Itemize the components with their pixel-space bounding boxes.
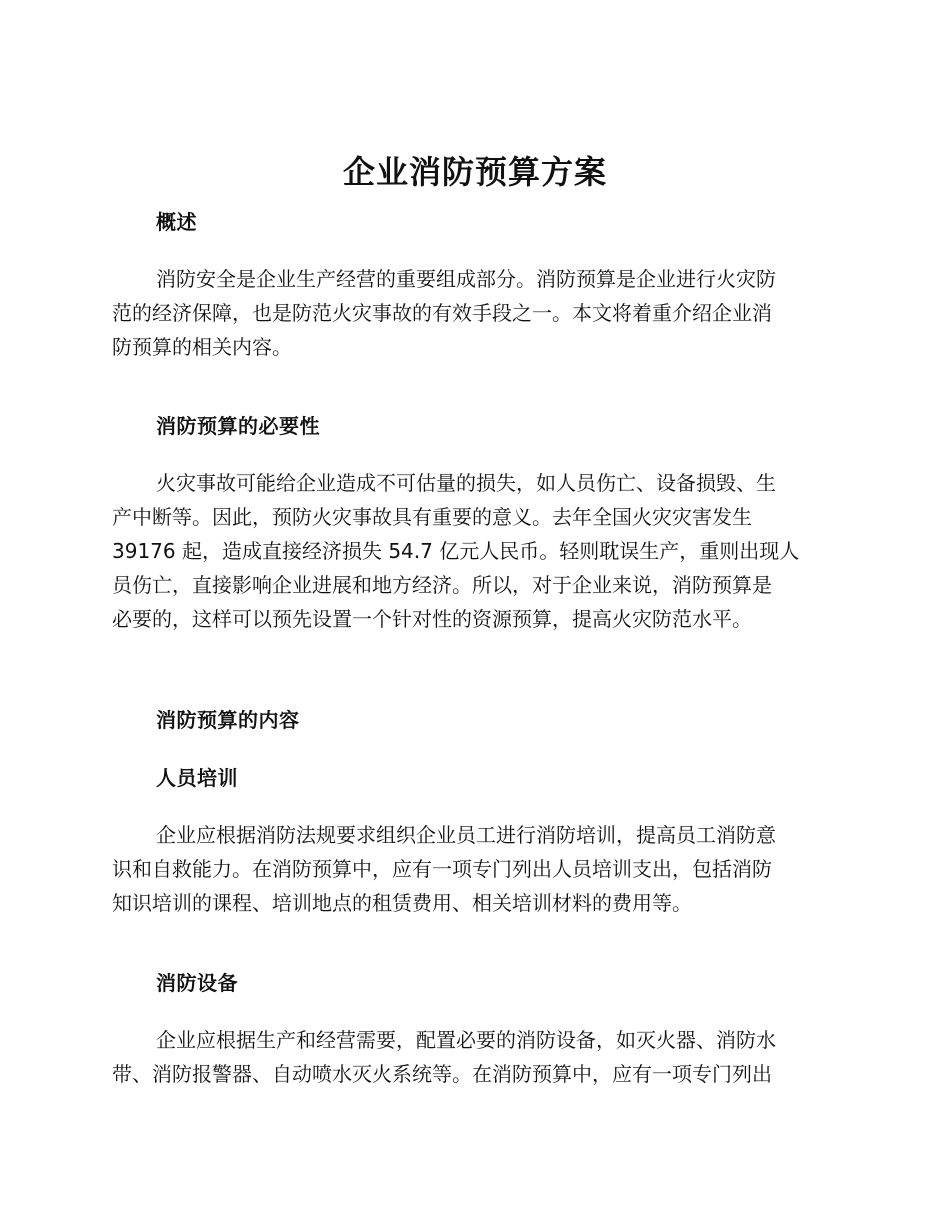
paragraph-line: 识和自救能力。在消防预算中，应有一项专门列出人员培训支出，包括消防 — [112, 857, 772, 881]
paragraph-line: 必要的，这样可以预先设置一个针对性的资源预算，提高火灾防范水平。 — [112, 607, 752, 631]
paragraph-line: 范的经济保障，也是防范火灾事故的有效手段之一。本文将着重介绍企业消 — [112, 301, 772, 325]
paragraph-line: 企业应根据生产和经营需要，配置必要的消防设备，如灭火器、消防水 — [156, 1028, 776, 1052]
paragraph-equipment — [112, 1023, 842, 1091]
section-heading-training: 人员培训 — [156, 766, 238, 790]
paragraph-line: 火灾事故可能给企业造成不可估量的损失，如人员伤亡、设备损毁、生 — [156, 471, 776, 495]
paragraph-necessity — [112, 466, 842, 636]
paragraph-line: 企业应根据消防法规要求组织企业员工进行消防培训，提高员工消防意 — [156, 823, 776, 847]
paragraph-line: 产中断等。因此，预防火灾事故具有重要的意义。去年全国火灾灾害发生 — [112, 505, 752, 529]
document-title: 企业消防预算方案 — [342, 153, 607, 191]
paragraph-line: 39176 起，造成直接经济损失 54.7 亿元人民币。轻则耽误生产，重则出现人 — [112, 539, 800, 563]
paragraph-line: 员伤亡，直接影响企业进展和地方经济。所以，对于企业来说，消防预算是 — [112, 573, 772, 597]
paragraph-line: 带、消防报警器、自动喷水灭火系统等。在消防预算中，应有一项专门列出 — [112, 1062, 772, 1086]
section-heading-content: 消防预算的内容 — [156, 708, 300, 732]
section-heading-equipment: 消防设备 — [156, 971, 238, 995]
section-heading-overview: 概述 — [156, 210, 197, 234]
section-heading-necessity: 消防预算的必要性 — [156, 414, 320, 438]
paragraph-line: 知识培训的课程、培训地点的租赁费用、相关培训材料的费用等。 — [112, 891, 692, 915]
paragraph-overview — [112, 262, 842, 364]
paragraph-line: 消防安全是企业生产经营的重要组成部分。消防预算是企业进行火灾防 — [156, 267, 776, 291]
paragraph-training — [112, 818, 842, 920]
paragraph-line: 防预算的相关内容。 — [112, 335, 292, 359]
